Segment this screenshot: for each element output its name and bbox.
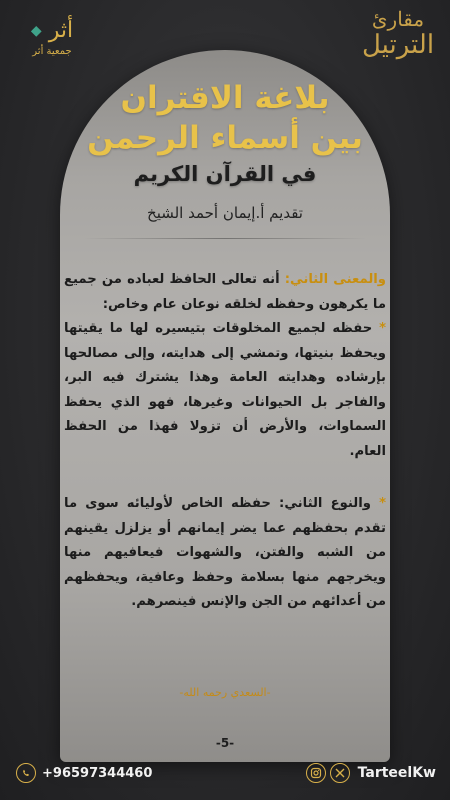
phone-contact[interactable] (16, 762, 152, 784)
paragraph-special-protection (64, 492, 386, 615)
social-links (306, 762, 436, 784)
paragraph-general-protection (64, 268, 386, 464)
bullet-star: * (370, 496, 386, 511)
maqari-calligraphy: مقارئ (371, 7, 425, 31)
meaning-text: أنه تعالى الحافظ لعباده من جميع ما يكرهون وحفظه لخلقه نوعان عام وخاص: (64, 272, 386, 312)
athar-logo-mark: ◆ أثر (30, 18, 74, 43)
presenter-credit: تقديم أ.إيمان أحمد الشيخ (147, 204, 303, 222)
instagram-icon[interactable] (306, 763, 326, 783)
left-logo (14, 18, 90, 70)
source-attribution: -السعدي رحمه الله- (179, 686, 271, 699)
page-number: -5- (215, 736, 235, 750)
meaning-label: والمعنى الثاني: (284, 272, 386, 287)
whatsapp-icon[interactable] (16, 763, 36, 783)
bullet-star: * (372, 321, 386, 336)
title-line-1: بلاغة الاقتران (120, 80, 330, 116)
general-protection-text: حفظه لجميع المخلوقات بتيسيره لها ما يقيتها ويحفظ بنيتها، وتمشي إلى هدايته، وإلى مصالحها بإرشاده وهدايته العامة وهذا يشترك فيه البر، والفاجر بل الحيوانات وغيرها، فهو الذي يحفظ السماوات، والأرض أن تزولا فهذا من الحفظ العام. (64, 321, 386, 459)
title-line-2: بين أسماء الرحمن (87, 120, 363, 156)
athar-org-name: جمعية أثر (32, 46, 72, 57)
logo-dome-icon: ◆ (30, 23, 42, 39)
title-line-3: في القرآن الكريم (133, 162, 317, 186)
x-icon[interactable] (330, 763, 350, 783)
social-handle[interactable]: TarteelKw (357, 765, 436, 781)
special-protection-text: والنوع الثاني: حفظه الخاص لأوليائه سوى ما تقدم بحفظهم عما يضر إيمانهم أو يزلزل يقينهم من الشبه والفتن، والشهوات فيعافيهم منها ويخرجهم منها بسلامة وحفظ وعافية، ويحفظهم من أعدائهم من الجن والإنس فينصرهم. (64, 496, 386, 609)
right-logo (358, 8, 438, 78)
divider (84, 238, 366, 239)
phone-number[interactable]: +96597344460 (42, 765, 153, 781)
tarteel-calligraphy: الترتيل (361, 30, 435, 60)
